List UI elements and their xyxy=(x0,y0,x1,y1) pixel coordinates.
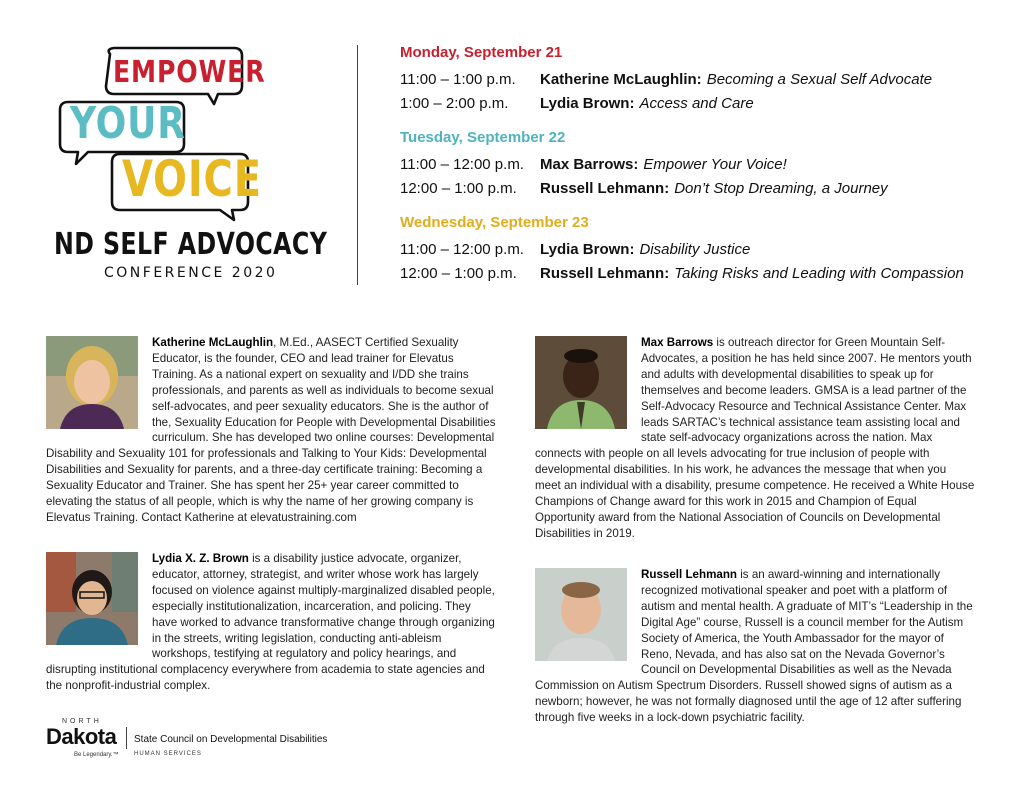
session-title: Disability Justice xyxy=(639,241,751,258)
session-time: 12:00 – 1:00 p.m. xyxy=(400,265,517,282)
logo-empower-text: EMPOWER xyxy=(113,55,266,90)
session-time: 11:00 – 1:00 p.m. xyxy=(400,71,516,88)
session-row xyxy=(400,238,1010,262)
day-block xyxy=(400,129,1010,201)
bio-name: Russell Lehmann xyxy=(641,568,737,581)
nd-logo-dakota: Dakota xyxy=(46,724,117,749)
council-name: State Council on Developmental Disabilities xyxy=(134,734,328,745)
bio-name: Max Barrows xyxy=(641,336,714,349)
bio-name: Katherine McLaughlin xyxy=(152,336,274,349)
bio-lydia-brown xyxy=(46,551,496,694)
conference-schedule xyxy=(400,44,1010,299)
bio-katherine-mclaughlin xyxy=(46,335,496,526)
footer-separator xyxy=(126,727,127,749)
session-title: Empower Your Voice! xyxy=(643,156,787,173)
day-title: Monday, September 21 xyxy=(400,44,563,61)
session-row xyxy=(400,153,1010,177)
katherine-mclaughlin-photo xyxy=(46,336,138,429)
logo-voice-text: VOICE xyxy=(122,150,262,208)
bio-text: , M.Ed., AASECT Certified Sexuality Educator, is the founder, CEO and lead trainer for Elevatus Training. As a national expert on sexuality and I/DD she trains professionals, and parents as well as individuals to become sexual self-advocates, and peer sexuality educators. She is the author of the, Sexuality Education for People with Developmental Disabilities curriculum. She has developed two online courses: Developmental Disability and Sexuality 101 for professionals and Talking to Your Kids: Developmental Disabilities and Sexuality for parents, and a three-day certificate training: Becoming a Sexuality Educator and Trainer. She has spent her 25+ year career committed to elevating the status of all people, which is why the name of her growing company is Elevatus Training. Contact Katherine at elevatustraining.com xyxy=(46,336,496,524)
bio-text: is an award-winning and internationally recognized motivational speaker and poet with a platform of autism and mental health. A graduate of MIT’s “Leadership in the Digital Age” course, Russell is a council member for the Autism Society of America, the Youth Ambassador for the mayor of Reno, Nevada, and has also sat on the Nevada Governor’s Council on Developmental Disabilities as well as the Nevada Commission on Autism Spectrum Disorders. Russell showed signs of autism as a newborn; however, he was not formally diagnosed until the age of 12 after suffering through five weeks in a lock-down psychiatric facility. xyxy=(535,568,973,725)
session-title: Becoming a Sexual Self Advocate xyxy=(706,71,933,88)
session-speaker: Russell Lehmann: xyxy=(540,180,670,197)
conference-logo xyxy=(48,44,338,294)
session-speaker: Lydia Brown: xyxy=(540,241,635,258)
session-time: 11:00 – 12:00 p.m. xyxy=(400,241,524,258)
nd-logo-tagline: Be Legendary.™ xyxy=(74,752,119,758)
lydia-brown-photo xyxy=(46,552,138,645)
session-time: 1:00 – 2:00 p.m. xyxy=(400,95,509,112)
vertical-divider xyxy=(357,45,358,285)
nd-council-footer xyxy=(46,718,346,768)
russell-lehmann-photo xyxy=(535,568,627,661)
day-block xyxy=(400,44,1010,116)
session-row xyxy=(400,68,1010,92)
session-title: Taking Risks and Leading with Compassion xyxy=(674,265,964,282)
bio-name: Lydia X. Z. Brown xyxy=(152,552,249,565)
logo-conference-year-text: CONFERENCE 2020 xyxy=(104,265,278,281)
day-block xyxy=(400,214,1010,286)
day-title: Tuesday, September 22 xyxy=(400,129,566,146)
logo-nd-self-advocacy-text: ND SELF ADVOCACY xyxy=(54,227,328,262)
session-speaker: Max Barrows: xyxy=(540,156,639,173)
nd-logo-north: NORTH xyxy=(62,718,102,725)
session-speaker: Lydia Brown: xyxy=(540,95,635,112)
day-title: Wednesday, September 23 xyxy=(400,214,589,231)
session-time: 11:00 – 12:00 p.m. xyxy=(400,156,524,173)
max-barrows-photo xyxy=(535,336,627,429)
session-speaker: Russell Lehmann: xyxy=(540,265,670,282)
session-speaker: Katherine McLaughlin: xyxy=(540,71,702,88)
logo-your-text: YOUR xyxy=(70,98,186,149)
bio-text: is outreach director for Green Mountain Self-Advocates, a position he has held since 2007. He mentors youth and adults with developmental disabilities to speak up for themselves and become leaders. GMSA is a lead partner of the Self-Advocacy Resource and Technical Assistance Center. Max leads SARTAC’s technical assistance team assisting local and state self-advocacy organizations across the nation. Max connects with people on all levels advocating for true inclusion of people with developmental disabilities. In his work, he advances the message that when you meet an individual with a disability, presume competence. He received a White House Champions of Change award for this work in 2015 and Champion of Equal Opportunity award from the National Association of Councils on Developmental Disabilities in 2019. xyxy=(535,336,975,540)
session-title: Access and Care xyxy=(639,95,754,112)
bio-text: is a disability justice advocate, organizer, educator, attorney, strategist, and writer whose work has largely focused on violence against multiply-marginalized disabled people, especially institutionalization, incarceration, and policing. They have worked to advance transformative change through organizing in the streets, writing legislation, conducting anti-ableism workshops, testifying at regulatory and policy hearings, and disrupting institutional complacency everywhere from academia to state agencies and the nonprofit-industrial complex. xyxy=(46,552,495,693)
bio-max-barrows xyxy=(535,335,975,542)
session-row xyxy=(400,92,1010,116)
session-row xyxy=(400,262,1010,286)
human-services-label: HUMAN SERVICES xyxy=(134,751,202,757)
session-title: Don’t Stop Dreaming, a Journey xyxy=(674,180,888,197)
bio-russell-lehmann xyxy=(535,567,975,726)
session-time: 12:00 – 1:00 p.m. xyxy=(400,180,517,197)
session-row xyxy=(400,177,1010,201)
